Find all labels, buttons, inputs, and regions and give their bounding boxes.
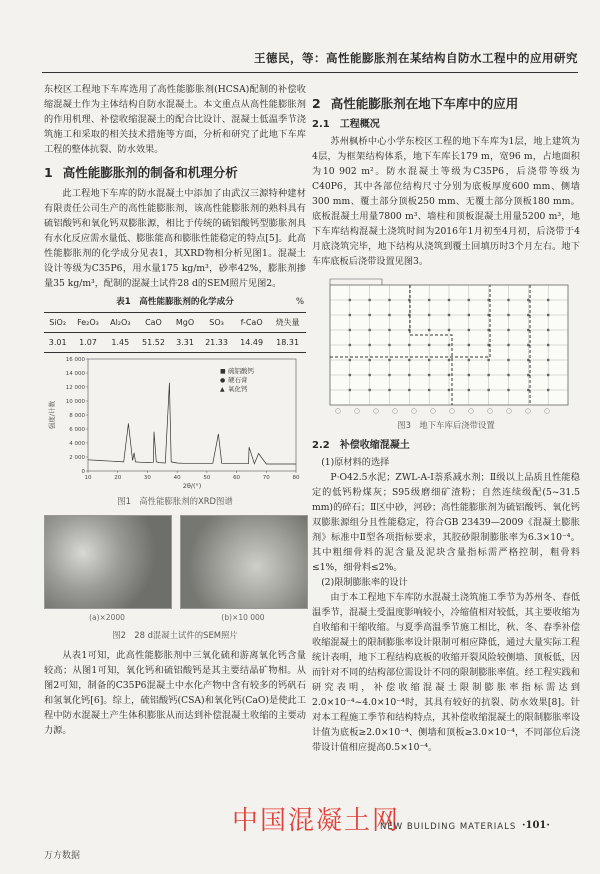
right-column — [312, 82, 580, 755]
watermark-text: 中国混凝土网 — [232, 806, 401, 836]
plan-column — [507, 344, 509, 346]
expansion-paragraph: 由于本工程地下车库防水混凝土浇筑施工季节为苏州冬、春低温季节，混凝土受温度影响较小，冷缩值相对较低，其主要收缩为自收缩和干缩收缩。与夏季高温季节施工相比，秋、冬、春季补偿收缩混凝土的限制膨胀率设计限制可相应降低，通过大量实际工程统计表明，地下工程结构底板的收缩开裂风险较侧墙、顶板低，因而针对不同的结构部位需设计不同的限制膨胀率值。经工程实践和研究表明，补偿收缩混凝土限制膨胀率指标需达到2.0×10⁻⁴~4.0×10⁻⁴时，其具有较好的抗裂、防水效果[8]。针对本工程施工季节和结构特点，其补偿收缩混凝土的限制膨胀率设计值为底板≥2.0×10⁻⁴、侧墙和顶板≥3.0×10⁻⁴，不同部位后浇带设计值相应提高0.5×10⁻⁴。 — [312, 592, 580, 753]
plan-column — [468, 329, 470, 331]
axis-bubble — [393, 409, 398, 414]
table-1-title: 表1 高性能膨胀剂的化学成分 — [116, 297, 234, 307]
plan-column — [349, 359, 351, 361]
plan-column — [349, 329, 351, 331]
table-1-value-cell: 3.31 — [176, 338, 194, 347]
plan-column — [547, 389, 549, 391]
legend-marker: ● — [220, 377, 226, 384]
plan-column — [487, 389, 489, 391]
section-2-2-heading — [312, 438, 580, 453]
y-tick-label: 4 000 — [69, 441, 85, 447]
axis-bubble — [412, 409, 417, 414]
plan-column — [527, 314, 529, 316]
section-2-1-heading — [312, 117, 580, 132]
plan-column — [388, 359, 390, 361]
plan-column — [388, 344, 390, 346]
plan-column — [527, 359, 529, 361]
analysis-paragraph: 从表1可知，此高性能膨胀剂中三氧化硫和游离氧化钙含量较高；从图1可知，氧化钙和硫铝酸钙是其主要结晶矿物相。从图2可知，制备的C35P6混凝土中水化产物中含有较多的钙矾石和氢氧化钙[6]。综上，硫铝酸钙(CSA)和氧化钙(CaO)是使此工程中防水混凝土产生体积膨胀从而达到补偿混凝土收缩的主要动力源。 — [44, 650, 306, 736]
plan-column — [408, 389, 410, 391]
sem-label-a: (a)×2000 — [89, 613, 125, 622]
sem-panel-a — [44, 515, 170, 625]
axis-bubble — [526, 409, 531, 414]
section-2-number: 2 — [312, 96, 321, 111]
left-column — [44, 82, 306, 738]
plan-column — [527, 329, 529, 331]
plan-column — [468, 344, 470, 346]
section-2-1-title: 工程概况 — [339, 119, 380, 130]
table-1-header-cell: Al₂O₃ — [110, 318, 131, 327]
section-1-number: 1 — [44, 165, 53, 180]
plan-column — [547, 314, 549, 316]
legend-marker: ■ — [220, 368, 226, 375]
y-tick-label: 16 000 — [65, 357, 85, 363]
project-overview-paragraph: 苏州枫桥中心小学东校区工程的地下车库为1层，地上建筑为4层，为框架结构体系，地下车库长179 m，宽96 m，占地面积为10 902 m²。防水混凝土等级为C35P6，后浇带等级为C40P6，其中各部位结构尺寸分别为底板厚度600 mm、侧墙300 mm、覆土部分顶板250 mm、无覆土部分顶板180 mm。底板混凝土用量7800 m³、墙柱和顶板混凝土用量5200 m³，地下车库结构混凝土浇筑时间为2016年1月初至4月初，后浇带于4月底浇筑完毕，地下结构从浇筑到覆土回填历时3个月左右。地下车库底板后浇带设置见图3。 — [312, 136, 580, 267]
table-1-value-cell: 3.01 — [48, 338, 67, 347]
legend-entry: 硫铝酸钙 — [228, 367, 254, 375]
plan-column — [507, 389, 509, 391]
axis-bubble — [507, 409, 512, 414]
plan-column — [428, 329, 430, 331]
section-2-title: 高性能膨胀剂在地下车库中的应用 — [330, 96, 519, 111]
table-1-value-cell: 18.31 — [276, 338, 300, 347]
plan-column — [368, 299, 370, 301]
plan-column — [368, 389, 370, 391]
plan-column — [448, 299, 450, 301]
x-tick-label: 10 — [84, 475, 92, 481]
plan-column — [547, 359, 549, 361]
axis-bubble — [450, 409, 455, 414]
plan-column — [428, 299, 430, 301]
plan-column — [368, 374, 370, 376]
y-axis-label: 强度/计数 — [48, 400, 56, 430]
table-1-header-cell: MgO — [175, 318, 195, 327]
plot-frame — [88, 359, 296, 471]
plan-column — [368, 359, 370, 361]
plan-column — [388, 374, 390, 376]
axis-bubble — [374, 409, 379, 414]
plan-column — [468, 359, 470, 361]
plan-column — [349, 314, 351, 316]
figure-2-caption: 图2 28 d混凝土试件的SEM照片 — [112, 630, 238, 640]
axis-bubble — [336, 409, 341, 414]
journal-name: NEW BUILDING MATERIALS — [380, 822, 517, 832]
table-1-header-cell: CaO — [145, 318, 162, 327]
materials-subheading: (1)原材料的选择 — [321, 457, 390, 468]
intro-paragraph: 东校区工程地下车库选用了高性能膨胀剂(HCSA)配制的补偿收缩混凝土作为主体结构自防水混凝土。本文重点从高性能膨胀剂的作用机理、补偿收缩混凝土的配合比设计、混凝土低温季节浇筑施工和采取的相关技术措施等方面，分析和研究了此地下车库工程的整体抗裂、防水效果。 — [44, 84, 306, 155]
legend-marker: ▲ — [220, 386, 225, 393]
plan-column — [388, 299, 390, 301]
plan-column — [368, 329, 370, 331]
section-2-heading — [312, 96, 580, 111]
section-1-paragraph: 此工程地下车库的防水混凝土中添加了由武汉三源特种建材有限责任公司生产的高性能膨胀剂，该高性能膨胀剂的熟料具有硫铝酸钙和氧化钙双膨胀源，相比于传统的硫铝酸钙型膨胀剂具有水化反应需水量低、膨胀能高和膨胀性能稳定的特点[5]。此高性能膨胀剂的化学成分见表1，其XRD物相分析见图1。混凝土设计等级为C35P6，用水量175 kg/m³，砂率42%，膨胀剂掺量35 kg/m³，配制的混凝土试件28 d的SEM照片见图2。 — [44, 188, 306, 289]
section-2-1-number: 2.1 — [312, 119, 330, 130]
section-2-2-title: 补偿收缩混凝土 — [339, 440, 410, 451]
plan-column — [428, 359, 430, 361]
sem-label-b: (b)×10 000 — [221, 613, 265, 622]
table-1-header-cell: SO₃ — [209, 318, 224, 327]
x-tick-label: 60 — [233, 475, 241, 481]
plan-column — [388, 314, 390, 316]
legend-entry: 氧化钙 — [228, 385, 248, 393]
legend-entry: 硬石膏 — [228, 376, 248, 384]
x-axis-label: 2θ/(°) — [182, 482, 202, 490]
plan-column — [468, 299, 470, 301]
plan-column — [408, 344, 410, 346]
plan-column — [428, 344, 430, 346]
plan-column — [507, 374, 509, 376]
axis-bubble — [488, 409, 493, 414]
y-tick-label: 10 000 — [65, 399, 85, 405]
x-tick-label: 30 — [143, 475, 151, 481]
table-1-unit: % — [295, 297, 304, 307]
section-1-heading — [44, 165, 306, 180]
garage-plan-drawing — [312, 275, 580, 415]
plan-column — [468, 389, 470, 391]
x-tick-label: 50 — [203, 475, 211, 481]
table-1-header-cell: SiO₂ — [49, 318, 67, 327]
plan-column — [349, 299, 351, 301]
figure-1-caption: 图1 高性能膨胀剂的XRD图谱 — [117, 496, 233, 506]
x-tick-label: 40 — [173, 475, 181, 481]
page-number: ·101· — [522, 820, 550, 831]
xrd-chart — [44, 353, 306, 491]
source-label: 万方数据 — [44, 851, 81, 861]
plan-column — [428, 314, 430, 316]
sem-image-b — [180, 515, 308, 609]
plan-column — [487, 359, 489, 361]
plan-column — [368, 344, 370, 346]
plan-column — [349, 344, 351, 346]
plan-column — [388, 329, 390, 331]
table-1-value-cell: 21.33 — [205, 338, 228, 347]
table-1 — [44, 312, 306, 353]
x-tick-label: 20 — [114, 475, 122, 481]
header-rule — [42, 72, 578, 73]
plan-column — [547, 329, 549, 331]
plan-column — [448, 329, 450, 331]
axis-bubble — [355, 409, 360, 414]
plan-column — [547, 299, 549, 301]
plan-column — [408, 359, 410, 361]
table-1-value-cell: 51.52 — [142, 338, 165, 347]
plan-column — [507, 329, 509, 331]
plan-column — [428, 389, 430, 391]
table-1-header-cell: f-CaO — [240, 318, 263, 327]
table-1-caption — [44, 295, 306, 310]
plan-column — [428, 374, 430, 376]
plan-column — [349, 374, 351, 376]
axis-bubble — [545, 409, 550, 414]
axis-bubble — [431, 409, 436, 414]
section-2-2-number: 2.2 — [312, 440, 330, 451]
plan-column — [527, 389, 529, 391]
plan-column — [547, 374, 549, 376]
plan-column — [468, 314, 470, 316]
plan-column — [349, 389, 351, 391]
plan-column — [408, 374, 410, 376]
y-tick-label: 0 — [81, 469, 85, 475]
table-1-value-cell: 1.45 — [111, 338, 130, 347]
y-tick-label: 6 000 — [69, 427, 85, 433]
figure-3-caption: 图3 地下车库后浇带设置 — [397, 420, 495, 430]
x-tick-label: 70 — [262, 475, 270, 481]
sem-image-a — [44, 515, 172, 609]
plan-column — [388, 389, 390, 391]
y-tick-label: 2 000 — [69, 455, 85, 461]
plan-column — [468, 374, 470, 376]
plan-column — [448, 344, 450, 346]
table-1-header-cell: Fe₂O₃ — [77, 318, 99, 327]
xrd-series-line — [88, 383, 296, 464]
plan-column — [448, 359, 450, 361]
running-title: 王德民，等：高性能膨胀剂在某结构自防水工程中的应用研究 — [254, 51, 578, 65]
materials-paragraph: P·O42.5水泥；ZWL-A-I萘系减水剂；Ⅱ级以上品质且性能稳定的低钙粉煤灰；S95级磨细矿渣粉；自然连续级配(5~31.5 mm)的碎石；Ⅱ区中砂，河砂；高性能膨胀剂为硫铝酸钙、氧化钙双膨胀源组分且性能稳定，符合GB 23439—2009《混凝土膨胀剂》标准中Ⅱ型各项指标要求，其胶砂限制膨胀率为6.3×10⁻⁴。其中粗细骨料的泥含量及泥块含量指标需严格控制，粗骨料≤1%，细骨料≤2%。 — [312, 472, 580, 573]
sem-figure — [44, 515, 306, 625]
plan-column — [507, 359, 509, 361]
y-tick-label: 14 000 — [65, 371, 85, 377]
table-1-value-cell: 14.49 — [240, 338, 264, 347]
section-1-title: 高性能膨胀剂的制备和机理分析 — [62, 165, 238, 180]
plan-column — [368, 314, 370, 316]
plan-column — [448, 389, 450, 391]
table-1-value-cell: 1.07 — [79, 338, 97, 347]
plan-column — [527, 344, 529, 346]
plan-column — [527, 374, 529, 376]
plan-outline-notch — [330, 279, 382, 285]
plan-column — [527, 299, 529, 301]
plan-column — [487, 374, 489, 376]
plan-column — [547, 344, 549, 346]
y-tick-label: 8 000 — [69, 413, 85, 419]
plan-column — [448, 314, 450, 316]
plan-column — [507, 314, 509, 316]
y-tick-label: 12 000 — [65, 385, 85, 391]
axis-bubble — [469, 409, 474, 414]
expansion-subheading: (2)限制膨胀率的设计 — [321, 577, 408, 588]
plan-column — [448, 374, 450, 376]
sem-panel-b — [180, 515, 306, 625]
plan-column — [507, 299, 509, 301]
table-1-header-cell: 烧失量 — [275, 318, 300, 327]
x-tick-label: 80 — [292, 475, 300, 481]
